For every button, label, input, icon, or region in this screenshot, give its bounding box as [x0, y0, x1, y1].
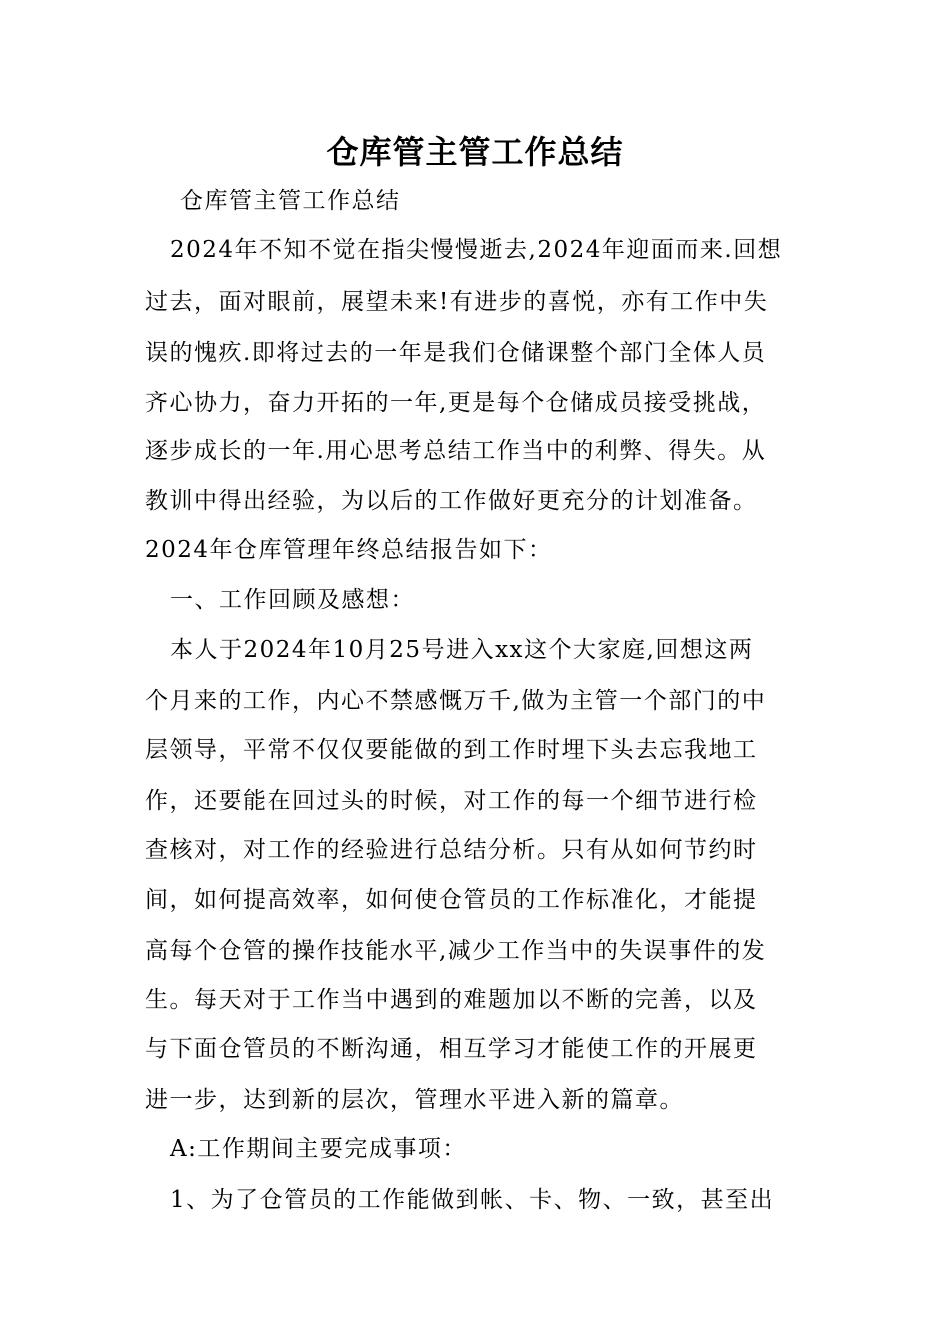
paragraph-line: 间，如何提高效率，如何使仓管员的工作标准化，才能提 [145, 887, 758, 913]
paragraph-line: 2024年不知不觉在指尖慢慢逝去,2024年迎面而来.回想 [170, 237, 783, 263]
paragraph-line: 高每个仓管的操作技能水平,减少工作当中的失误事件的发 [145, 938, 767, 964]
paragraph-line: 进一步，达到新的层次，管理水平进入新的篇章。 [145, 1087, 684, 1113]
paragraph-line: 过去，面对眼前，展望未来!有进步的喜悦，亦有工作中失 [145, 289, 769, 315]
section-heading: 一、工作回顾及感想： [170, 587, 415, 613]
paragraph-line: 齐心协力，奋力开拓的一年,更是每个仓储成员接受挑战， [145, 390, 767, 416]
paragraph-line: 逐步成长的一年.用心思考总结工作当中的利弊、得失。从 [145, 438, 767, 464]
paragraph-line: 个月来的工作，内心不禁感慨万千,做为主管一个部门的中 [145, 688, 767, 714]
paragraph-line: 生。每天对于工作当中遇到的难题加以不断的完善，以及 [145, 987, 758, 1013]
subsection-heading: A:工作期间主要完成事项： [170, 1136, 467, 1162]
document-title: 仓库管主管工作总结 [326, 133, 624, 171]
paragraph-line: 2024年仓库管理年终总结报告如下： [145, 537, 553, 563]
paragraph-line: 本人于2024年10月25号进入xx这个大家庭,回想这两 [170, 637, 754, 663]
paragraph-line: 查核对，对工作的经验进行总结分析。只有从如何节约时 [145, 837, 758, 863]
paragraph-line: 作，还要能在回过头的时候，对工作的每一个细节进行检 [145, 788, 758, 814]
paragraph-line: 误的愧疚.即将过去的一年是我们仓储课整个部门全体人员 [145, 340, 767, 366]
paragraph-line: 教训中得出经验，为以后的工作做好更充分的计划准备。 [145, 488, 758, 514]
paragraph-line: 与下面仓管员的不断沟通，相互学习才能使工作的开展更 [145, 1036, 758, 1062]
document-subtitle: 仓库管主管工作总结 [180, 188, 401, 214]
list-item: 1、为了仓管员的工作能做到帐、卡、物、一致，甚至出 [170, 1187, 775, 1213]
paragraph-line: 层领导，平常不仅仅要能做的到工作时埋下头去忘我地工 [145, 737, 758, 763]
